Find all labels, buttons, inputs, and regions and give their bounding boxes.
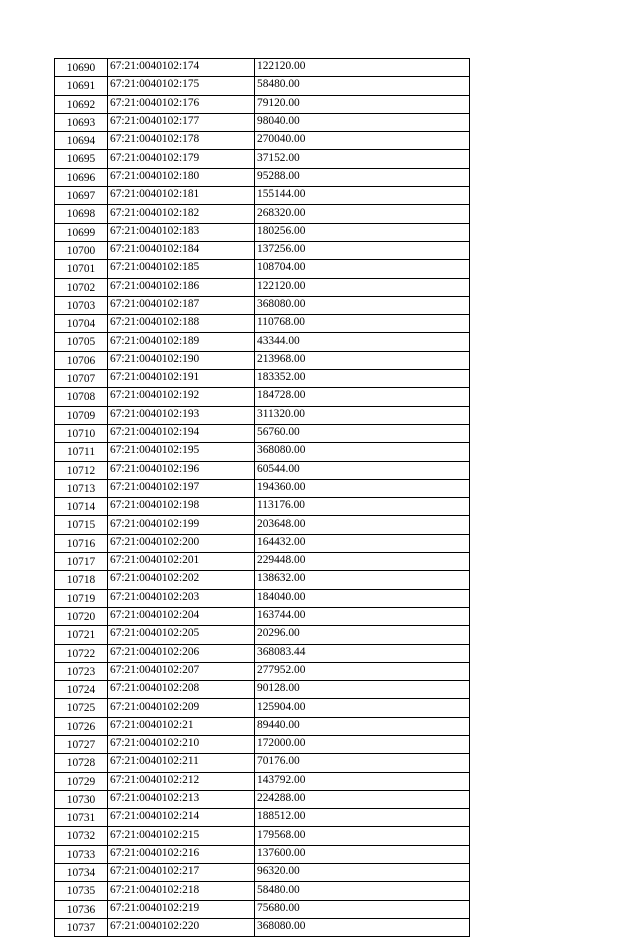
table-row (55, 443, 470, 461)
value-cell: 95288.00 (255, 168, 470, 186)
row-number-cell: 10733 (55, 845, 108, 863)
value-cell: 270040.00 (255, 132, 470, 150)
table-row (55, 205, 470, 223)
value-cell: 20296.00 (255, 626, 470, 644)
row-number-cell: 10704 (55, 315, 108, 333)
row-number-cell: 10719 (55, 589, 108, 607)
cadastral-number-cell: 67:21:0040102:194 (108, 424, 255, 442)
row-number-cell: 10721 (55, 626, 108, 644)
table-row (55, 900, 470, 918)
row-number-cell: 10693 (55, 113, 108, 131)
row-number-cell: 10702 (55, 278, 108, 296)
row-number-cell: 10729 (55, 772, 108, 790)
value-cell: 184728.00 (255, 388, 470, 406)
table-row (55, 498, 470, 516)
cadastral-number-cell: 67:21:0040102:201 (108, 553, 255, 571)
cadastral-number-cell: 67:21:0040102:198 (108, 498, 255, 516)
cadastral-number-cell: 67:21:0040102:21 (108, 717, 255, 735)
table-row (55, 223, 470, 241)
table-row (55, 187, 470, 205)
cadastral-number-cell: 67:21:0040102:193 (108, 406, 255, 424)
cadastral-number-cell: 67:21:0040102:203 (108, 589, 255, 607)
table-row (55, 717, 470, 735)
table-row (55, 388, 470, 406)
table-row (55, 406, 470, 424)
cadastral-number-cell: 67:21:0040102:200 (108, 534, 255, 552)
cadastral-number-cell: 67:21:0040102:214 (108, 809, 255, 827)
table-row (55, 260, 470, 278)
row-number-cell: 10728 (55, 754, 108, 772)
cadastral-number-cell: 67:21:0040102:196 (108, 461, 255, 479)
row-number-cell: 10692 (55, 95, 108, 113)
cadastral-number-cell: 67:21:0040102:219 (108, 900, 255, 918)
table-row (55, 424, 470, 442)
cadastral-number-cell: 67:21:0040102:186 (108, 278, 255, 296)
cadastral-number-cell: 67:21:0040102:189 (108, 333, 255, 351)
table-row (55, 333, 470, 351)
value-cell: 43344.00 (255, 333, 470, 351)
cadastral-number-cell: 67:21:0040102:188 (108, 315, 255, 333)
cadastral-number-cell: 67:21:0040102:211 (108, 754, 255, 772)
row-number-cell: 10715 (55, 516, 108, 534)
row-number-cell: 10725 (55, 699, 108, 717)
cadastral-number-cell: 67:21:0040102:208 (108, 681, 255, 699)
cadastral-number-cell: 67:21:0040102:185 (108, 260, 255, 278)
table-row (55, 241, 470, 259)
table-row (55, 315, 470, 333)
table-row (55, 296, 470, 314)
value-cell: 56760.00 (255, 424, 470, 442)
table-row (55, 626, 470, 644)
table-row (55, 918, 470, 936)
cadastral-number-cell: 67:21:0040102:206 (108, 644, 255, 662)
cadastral-number-cell: 67:21:0040102:184 (108, 241, 255, 259)
row-number-cell: 10732 (55, 827, 108, 845)
row-number-cell: 10736 (55, 900, 108, 918)
row-number-cell: 10709 (55, 406, 108, 424)
table-row (55, 790, 470, 808)
cadastral-number-cell: 67:21:0040102:192 (108, 388, 255, 406)
value-cell: 122120.00 (255, 59, 470, 77)
value-cell: 122120.00 (255, 278, 470, 296)
cadastral-number-cell: 67:21:0040102:176 (108, 95, 255, 113)
row-number-cell: 10696 (55, 168, 108, 186)
value-cell: 194360.00 (255, 479, 470, 497)
row-number-cell: 10722 (55, 644, 108, 662)
value-cell: 58480.00 (255, 77, 470, 95)
row-number-cell: 10717 (55, 553, 108, 571)
row-number-cell: 10695 (55, 150, 108, 168)
cadastral-number-cell: 67:21:0040102:207 (108, 662, 255, 680)
value-cell: 137256.00 (255, 241, 470, 259)
row-number-cell: 10712 (55, 461, 108, 479)
value-cell: 229448.00 (255, 553, 470, 571)
value-cell: 172000.00 (255, 735, 470, 753)
table-row (55, 59, 470, 77)
value-cell: 180256.00 (255, 223, 470, 241)
table-row (55, 278, 470, 296)
cadastral-number-cell: 67:21:0040102:181 (108, 187, 255, 205)
value-cell: 79120.00 (255, 95, 470, 113)
row-number-cell: 10723 (55, 662, 108, 680)
cadastral-number-cell: 67:21:0040102:180 (108, 168, 255, 186)
cadastral-number-cell: 67:21:0040102:215 (108, 827, 255, 845)
table-row (55, 168, 470, 186)
value-cell: 70176.00 (255, 754, 470, 772)
cadastral-number-cell: 67:21:0040102:213 (108, 790, 255, 808)
cadastral-number-cell: 67:21:0040102:183 (108, 223, 255, 241)
row-number-cell: 10703 (55, 296, 108, 314)
cadastral-number-cell: 67:21:0040102:210 (108, 735, 255, 753)
value-cell: 75680.00 (255, 900, 470, 918)
table-row (55, 351, 470, 369)
cadastral-number-cell: 67:21:0040102:190 (108, 351, 255, 369)
cadastral-number-cell: 67:21:0040102:175 (108, 77, 255, 95)
cadastral-value-table (54, 58, 470, 937)
cadastral-number-cell: 67:21:0040102:174 (108, 59, 255, 77)
row-number-cell: 10701 (55, 260, 108, 278)
value-cell: 110768.00 (255, 315, 470, 333)
table-row (55, 113, 470, 131)
row-number-cell: 10731 (55, 809, 108, 827)
cadastral-number-cell: 67:21:0040102:204 (108, 607, 255, 625)
row-number-cell: 10699 (55, 223, 108, 241)
cadastral-number-cell: 67:21:0040102:187 (108, 296, 255, 314)
value-cell: 277952.00 (255, 662, 470, 680)
cadastral-number-cell: 67:21:0040102:205 (108, 626, 255, 644)
value-cell: 368080.00 (255, 296, 470, 314)
table-row (55, 95, 470, 113)
cadastral-number-cell: 67:21:0040102:220 (108, 918, 255, 936)
value-cell: 183352.00 (255, 370, 470, 388)
row-number-cell: 10720 (55, 607, 108, 625)
cadastral-number-cell: 67:21:0040102:209 (108, 699, 255, 717)
table-row (55, 132, 470, 150)
row-number-cell: 10708 (55, 388, 108, 406)
table-row (55, 845, 470, 863)
value-cell: 368083.44 (255, 644, 470, 662)
value-cell: 137600.00 (255, 845, 470, 863)
value-cell: 98040.00 (255, 113, 470, 131)
table-row (55, 370, 470, 388)
document-page (54, 58, 470, 937)
table-row (55, 589, 470, 607)
row-number-cell: 10707 (55, 370, 108, 388)
cadastral-number-cell: 67:21:0040102:218 (108, 882, 255, 900)
value-cell: 203648.00 (255, 516, 470, 534)
cadastral-number-cell: 67:21:0040102:217 (108, 864, 255, 882)
value-cell: 60544.00 (255, 461, 470, 479)
value-cell: 108704.00 (255, 260, 470, 278)
cadastral-number-cell: 67:21:0040102:199 (108, 516, 255, 534)
table-body (55, 59, 470, 937)
row-number-cell: 10716 (55, 534, 108, 552)
value-cell: 163744.00 (255, 607, 470, 625)
table-row (55, 864, 470, 882)
value-cell: 96320.00 (255, 864, 470, 882)
table-row (55, 516, 470, 534)
value-cell: 138632.00 (255, 571, 470, 589)
value-cell: 89440.00 (255, 717, 470, 735)
value-cell: 90128.00 (255, 681, 470, 699)
table-row (55, 882, 470, 900)
row-number-cell: 10705 (55, 333, 108, 351)
value-cell: 113176.00 (255, 498, 470, 516)
row-number-cell: 10735 (55, 882, 108, 900)
value-cell: 179568.00 (255, 827, 470, 845)
value-cell: 368080.00 (255, 918, 470, 936)
table-row (55, 809, 470, 827)
table-row (55, 77, 470, 95)
cadastral-number-cell: 67:21:0040102:178 (108, 132, 255, 150)
row-number-cell: 10691 (55, 77, 108, 95)
cadastral-number-cell: 67:21:0040102:216 (108, 845, 255, 863)
row-number-cell: 10724 (55, 681, 108, 699)
row-number-cell: 10694 (55, 132, 108, 150)
value-cell: 311320.00 (255, 406, 470, 424)
table-row (55, 699, 470, 717)
row-number-cell: 10711 (55, 443, 108, 461)
cadastral-number-cell: 67:21:0040102:177 (108, 113, 255, 131)
cadastral-number-cell: 67:21:0040102:197 (108, 479, 255, 497)
cadastral-number-cell: 67:21:0040102:191 (108, 370, 255, 388)
table-row (55, 607, 470, 625)
table-row (55, 553, 470, 571)
value-cell: 58480.00 (255, 882, 470, 900)
value-cell: 143792.00 (255, 772, 470, 790)
row-number-cell: 10698 (55, 205, 108, 223)
table-row (55, 644, 470, 662)
value-cell: 368080.00 (255, 443, 470, 461)
row-number-cell: 10734 (55, 864, 108, 882)
value-cell: 125904.00 (255, 699, 470, 717)
value-cell: 155144.00 (255, 187, 470, 205)
table-row (55, 534, 470, 552)
table-row (55, 662, 470, 680)
table-row (55, 479, 470, 497)
cadastral-number-cell: 67:21:0040102:195 (108, 443, 255, 461)
table-row (55, 571, 470, 589)
table-row (55, 735, 470, 753)
row-number-cell: 10697 (55, 187, 108, 205)
row-number-cell: 10727 (55, 735, 108, 753)
row-number-cell: 10706 (55, 351, 108, 369)
row-number-cell: 10726 (55, 717, 108, 735)
row-number-cell: 10690 (55, 59, 108, 77)
table-row (55, 150, 470, 168)
table-row (55, 772, 470, 790)
value-cell: 268320.00 (255, 205, 470, 223)
value-cell: 184040.00 (255, 589, 470, 607)
row-number-cell: 10700 (55, 241, 108, 259)
row-number-cell: 10713 (55, 479, 108, 497)
table-row (55, 827, 470, 845)
table-row (55, 681, 470, 699)
row-number-cell: 10718 (55, 571, 108, 589)
value-cell: 213968.00 (255, 351, 470, 369)
value-cell: 37152.00 (255, 150, 470, 168)
cadastral-number-cell: 67:21:0040102:212 (108, 772, 255, 790)
cadastral-number-cell: 67:21:0040102:202 (108, 571, 255, 589)
row-number-cell: 10714 (55, 498, 108, 516)
table-row (55, 461, 470, 479)
value-cell: 164432.00 (255, 534, 470, 552)
row-number-cell: 10737 (55, 918, 108, 936)
value-cell: 224288.00 (255, 790, 470, 808)
value-cell: 188512.00 (255, 809, 470, 827)
row-number-cell: 10730 (55, 790, 108, 808)
table-row (55, 754, 470, 772)
row-number-cell: 10710 (55, 424, 108, 442)
cadastral-number-cell: 67:21:0040102:182 (108, 205, 255, 223)
cadastral-number-cell: 67:21:0040102:179 (108, 150, 255, 168)
